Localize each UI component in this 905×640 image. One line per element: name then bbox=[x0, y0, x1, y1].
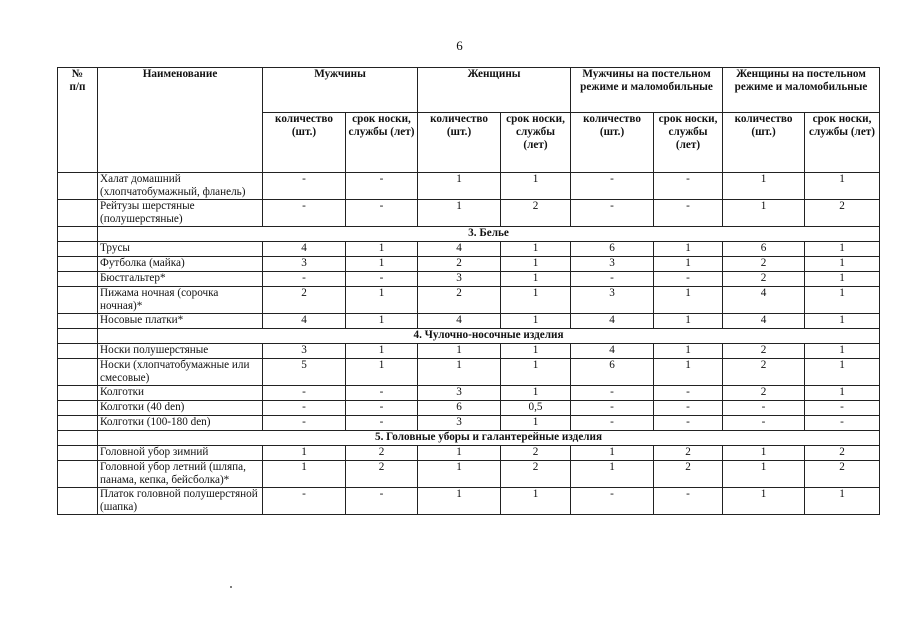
item-name: Носовые платки* bbox=[98, 314, 263, 329]
row-number-cell bbox=[58, 344, 98, 359]
section-header-row bbox=[58, 329, 880, 344]
term-cell: - bbox=[346, 488, 418, 515]
section-title: 5. Головные уборы и галантерейные изделия bbox=[98, 431, 880, 446]
clothing-norms-table bbox=[57, 67, 880, 515]
quantity-cell: 1 bbox=[571, 461, 654, 488]
term-cell: 1 bbox=[805, 287, 880, 314]
term-cell: 1 bbox=[501, 344, 571, 359]
term-cell: - bbox=[346, 416, 418, 431]
table-row bbox=[58, 314, 880, 329]
quantity-cell: - bbox=[263, 200, 346, 227]
header-number: № п/п bbox=[58, 68, 98, 173]
row-number-cell bbox=[58, 416, 98, 431]
term-cell: 1 bbox=[501, 359, 571, 386]
term-cell: 1 bbox=[501, 257, 571, 272]
term-cell: - bbox=[654, 416, 723, 431]
term-cell: 0,5 bbox=[501, 401, 571, 416]
section-header-row bbox=[58, 431, 880, 446]
term-cell: 1 bbox=[654, 359, 723, 386]
term-cell: 1 bbox=[654, 344, 723, 359]
header-group-women-bedridden: Женщины на постельном режиме и маломобильные bbox=[723, 68, 880, 113]
row-number-cell bbox=[58, 257, 98, 272]
table-row bbox=[58, 446, 880, 461]
term-cell: 2 bbox=[654, 461, 723, 488]
term-cell: 1 bbox=[654, 287, 723, 314]
quantity-cell: 1 bbox=[263, 446, 346, 461]
quantity-cell: 4 bbox=[723, 314, 805, 329]
quantity-cell: - bbox=[571, 488, 654, 515]
term-cell: 2 bbox=[805, 200, 880, 227]
header-group-women: Женщины bbox=[418, 68, 571, 113]
term-cell: 2 bbox=[805, 446, 880, 461]
term-cell: 2 bbox=[654, 446, 723, 461]
row-number-cell bbox=[58, 446, 98, 461]
page-number: 6 bbox=[456, 38, 463, 53]
header-name: Наименование bbox=[98, 68, 263, 173]
table-body bbox=[58, 173, 880, 515]
quantity-cell: 3 bbox=[418, 272, 501, 287]
section-title: 4. Чулочно-носочные изделия bbox=[98, 329, 880, 344]
table-row bbox=[58, 287, 880, 314]
quantity-cell: 1 bbox=[723, 488, 805, 515]
term-cell: 1 bbox=[501, 287, 571, 314]
quantity-cell: 2 bbox=[418, 257, 501, 272]
term-cell: - bbox=[654, 401, 723, 416]
quantity-cell: 3 bbox=[571, 287, 654, 314]
term-cell: 1 bbox=[805, 242, 880, 257]
section-title: 3. Белье bbox=[98, 227, 880, 242]
term-cell: - bbox=[346, 272, 418, 287]
header-group-men: Мужчины bbox=[263, 68, 418, 113]
table-row bbox=[58, 359, 880, 386]
quantity-cell: - bbox=[263, 272, 346, 287]
quantity-cell: 1 bbox=[723, 446, 805, 461]
quantity-cell: 2 bbox=[263, 287, 346, 314]
header-term: срок носки, службы (лет) bbox=[501, 113, 571, 173]
item-name: Трусы bbox=[98, 242, 263, 257]
term-cell: 1 bbox=[346, 359, 418, 386]
term-cell: 1 bbox=[501, 242, 571, 257]
table-row bbox=[58, 401, 880, 416]
header-qty: количество (шт.) bbox=[263, 113, 346, 173]
quantity-cell: 6 bbox=[418, 401, 501, 416]
item-name: Платок головной полушерстяной (шапка) bbox=[98, 488, 263, 515]
term-cell: - bbox=[654, 272, 723, 287]
row-number-cell bbox=[58, 173, 98, 200]
quantity-cell: 1 bbox=[418, 344, 501, 359]
quantity-cell: 3 bbox=[418, 416, 501, 431]
quantity-cell: - bbox=[263, 386, 346, 401]
quantity-cell: 4 bbox=[418, 242, 501, 257]
item-name: Носки (хлопчатобумажные или смесовые) bbox=[98, 359, 263, 386]
quantity-cell: 4 bbox=[571, 314, 654, 329]
table-row bbox=[58, 488, 880, 515]
term-cell: - bbox=[654, 173, 723, 200]
quantity-cell: 1 bbox=[723, 200, 805, 227]
table-row bbox=[58, 272, 880, 287]
term-cell: 1 bbox=[805, 488, 880, 515]
row-number-cell bbox=[58, 287, 98, 314]
item-name: Головной убор летний (шляпа, панама, кепка, бейсболка)* bbox=[98, 461, 263, 488]
term-cell: 1 bbox=[654, 314, 723, 329]
quantity-cell: 6 bbox=[571, 359, 654, 386]
quantity-cell: 5 bbox=[263, 359, 346, 386]
scan-artifact-dot bbox=[230, 586, 232, 588]
term-cell: 1 bbox=[805, 173, 880, 200]
term-cell: - bbox=[654, 386, 723, 401]
item-name: Халат домашний (хлопчатобумажный, фланель) bbox=[98, 173, 263, 200]
item-name: Носки полушерстяные bbox=[98, 344, 263, 359]
quantity-cell: - bbox=[571, 272, 654, 287]
term-cell: - bbox=[346, 386, 418, 401]
quantity-cell: - bbox=[263, 488, 346, 515]
header-term: срок носки, службы (лет) bbox=[805, 113, 880, 173]
term-cell: - bbox=[654, 488, 723, 515]
quantity-cell: 6 bbox=[571, 242, 654, 257]
quantity-cell: - bbox=[263, 173, 346, 200]
term-cell: 1 bbox=[346, 257, 418, 272]
term-cell: - bbox=[654, 200, 723, 227]
term-cell: 1 bbox=[501, 386, 571, 401]
term-cell: - bbox=[805, 416, 880, 431]
header-qty: количество (шт.) bbox=[723, 113, 805, 173]
quantity-cell: 1 bbox=[418, 200, 501, 227]
term-cell: - bbox=[346, 401, 418, 416]
term-cell: 2 bbox=[501, 200, 571, 227]
header-qty: количество (шт.) bbox=[571, 113, 654, 173]
quantity-cell: 1 bbox=[571, 446, 654, 461]
row-number-cell bbox=[58, 488, 98, 515]
header-term: срок носки, службы (лет) bbox=[654, 113, 723, 173]
quantity-cell: - bbox=[571, 200, 654, 227]
table-row bbox=[58, 416, 880, 431]
quantity-cell: - bbox=[571, 416, 654, 431]
quantity-cell: - bbox=[263, 401, 346, 416]
row-number-cell bbox=[58, 272, 98, 287]
row-number-cell bbox=[58, 386, 98, 401]
table-row bbox=[58, 344, 880, 359]
term-cell: 2 bbox=[501, 461, 571, 488]
quantity-cell: 4 bbox=[263, 314, 346, 329]
quantity-cell: 1 bbox=[263, 461, 346, 488]
quantity-cell: - bbox=[571, 386, 654, 401]
quantity-cell: 1 bbox=[418, 461, 501, 488]
quantity-cell: 4 bbox=[263, 242, 346, 257]
term-cell: 2 bbox=[805, 461, 880, 488]
quantity-cell: - bbox=[723, 416, 805, 431]
item-name: Рейтузы шерстяные (полушерстяные) bbox=[98, 200, 263, 227]
term-cell: - bbox=[805, 401, 880, 416]
term-cell: 1 bbox=[654, 242, 723, 257]
table-row bbox=[58, 242, 880, 257]
item-name: Колготки bbox=[98, 386, 263, 401]
quantity-cell: - bbox=[723, 401, 805, 416]
quantity-cell: 1 bbox=[418, 446, 501, 461]
quantity-cell: 2 bbox=[723, 344, 805, 359]
quantity-cell: 1 bbox=[723, 461, 805, 488]
row-number-cell bbox=[58, 461, 98, 488]
quantity-cell: 3 bbox=[418, 386, 501, 401]
table-row bbox=[58, 200, 880, 227]
item-name: Бюстгальтер* bbox=[98, 272, 263, 287]
section-number-cell bbox=[58, 329, 98, 344]
row-number-cell bbox=[58, 242, 98, 257]
term-cell: 2 bbox=[346, 461, 418, 488]
quantity-cell: 1 bbox=[418, 359, 501, 386]
section-header-row bbox=[58, 227, 880, 242]
section-number-cell bbox=[58, 431, 98, 446]
quantity-cell: 3 bbox=[263, 257, 346, 272]
quantity-cell: 1 bbox=[418, 488, 501, 515]
term-cell: 1 bbox=[346, 242, 418, 257]
term-cell: 1 bbox=[501, 488, 571, 515]
item-name: Пижама ночная (сорочка ночная)* bbox=[98, 287, 263, 314]
quantity-cell: 1 bbox=[723, 173, 805, 200]
table-row bbox=[58, 461, 880, 488]
section-number-cell bbox=[58, 227, 98, 242]
quantity-cell: 2 bbox=[723, 359, 805, 386]
header-term: срок носки, службы (лет) bbox=[346, 113, 418, 173]
quantity-cell: - bbox=[263, 416, 346, 431]
quantity-cell: 3 bbox=[263, 344, 346, 359]
header-group-men-bedridden: Мужчины на постельном режиме и маломобильные bbox=[571, 68, 723, 113]
term-cell: 1 bbox=[501, 416, 571, 431]
quantity-cell: 1 bbox=[418, 173, 501, 200]
item-name: Колготки (40 den) bbox=[98, 401, 263, 416]
term-cell: 2 bbox=[346, 446, 418, 461]
term-cell: 1 bbox=[501, 173, 571, 200]
header-qty: количество (шт.) bbox=[418, 113, 501, 173]
term-cell: 1 bbox=[346, 287, 418, 314]
term-cell: 1 bbox=[805, 359, 880, 386]
row-number-cell bbox=[58, 359, 98, 386]
term-cell: 1 bbox=[346, 344, 418, 359]
item-name: Головной убор зимний bbox=[98, 446, 263, 461]
term-cell: 1 bbox=[805, 272, 880, 287]
quantity-cell: - bbox=[571, 401, 654, 416]
term-cell: - bbox=[346, 173, 418, 200]
row-number-cell bbox=[58, 200, 98, 227]
term-cell: 1 bbox=[501, 314, 571, 329]
term-cell: 1 bbox=[501, 272, 571, 287]
quantity-cell: 4 bbox=[418, 314, 501, 329]
term-cell: 1 bbox=[805, 257, 880, 272]
quantity-cell: 2 bbox=[723, 386, 805, 401]
quantity-cell: 2 bbox=[723, 272, 805, 287]
term-cell: 1 bbox=[805, 314, 880, 329]
quantity-cell: 3 bbox=[571, 257, 654, 272]
table-row bbox=[58, 173, 880, 200]
item-name: Футболка (майка) bbox=[98, 257, 263, 272]
quantity-cell: 4 bbox=[571, 344, 654, 359]
term-cell: 2 bbox=[501, 446, 571, 461]
header-row-groups bbox=[58, 68, 880, 113]
table-row bbox=[58, 386, 880, 401]
table-row bbox=[58, 257, 880, 272]
row-number-cell bbox=[58, 314, 98, 329]
term-cell: 1 bbox=[654, 257, 723, 272]
quantity-cell: - bbox=[571, 173, 654, 200]
item-name: Колготки (100-180 den) bbox=[98, 416, 263, 431]
term-cell: 1 bbox=[346, 314, 418, 329]
row-number-cell bbox=[58, 401, 98, 416]
term-cell: 1 bbox=[805, 344, 880, 359]
quantity-cell: 4 bbox=[723, 287, 805, 314]
quantity-cell: 2 bbox=[723, 257, 805, 272]
term-cell: 1 bbox=[805, 386, 880, 401]
quantity-cell: 6 bbox=[723, 242, 805, 257]
quantity-cell: 2 bbox=[418, 287, 501, 314]
term-cell: - bbox=[346, 200, 418, 227]
